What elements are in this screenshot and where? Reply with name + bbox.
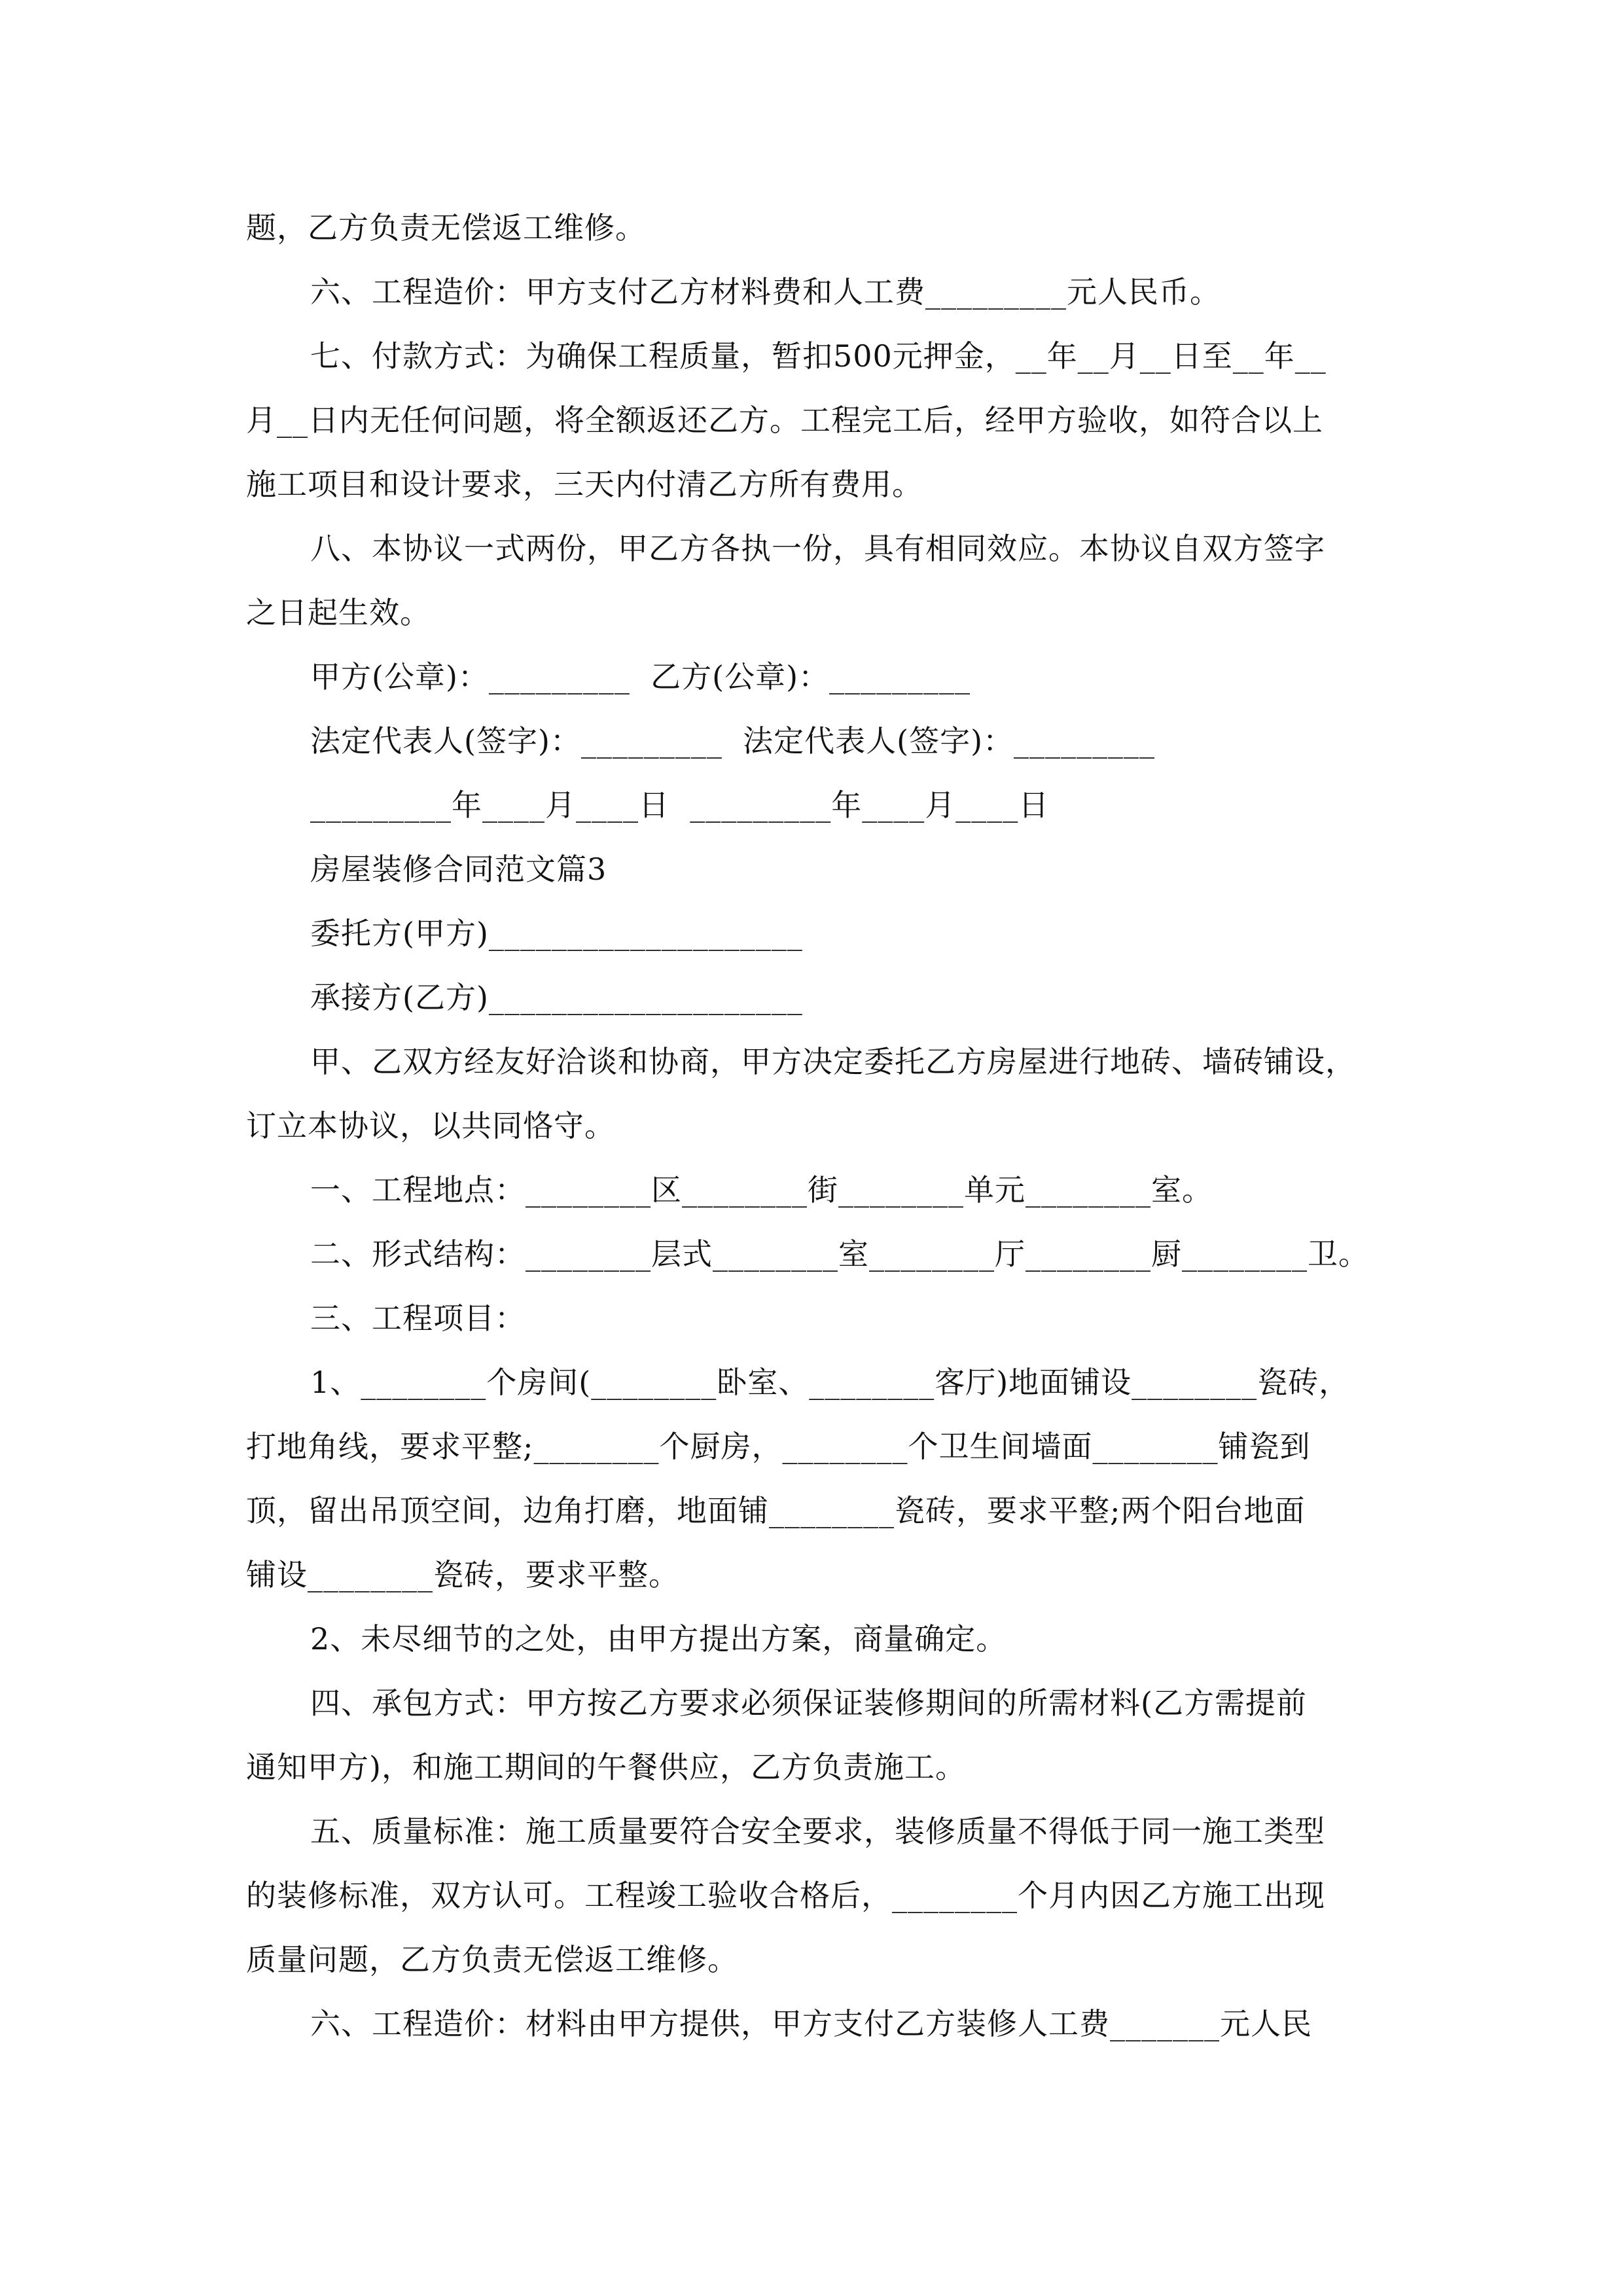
text-line: 的装修标准，双方认可。工程竣工验收合格后，________个月内因乙方施工出现 (246, 1878, 1325, 1913)
text-line: 甲、乙双方经友好洽谈和协商，甲方决定委托乙方房屋进行地砖、墙砖铺设， (310, 1044, 1356, 1079)
text-line: 二、形式结构：________层式________室________厅________厨________卫。 (310, 1236, 1369, 1272)
text-line: 质量问题，乙方负责无偿返工维修。 (246, 1942, 738, 1977)
text-line: 1、________个房间(________卧室、________客厅)地面铺设________瓷砖， (310, 1365, 1350, 1400)
text-line: 月__日内无任何问题，将全额返还乙方。工程完工后，经甲方验收，如符合以上 (246, 403, 1323, 438)
text-line: 七、付款方式：为确保工程质量，暂扣500元押金，__年__月__日至__年__ (310, 338, 1327, 374)
text-line: 四、承包方式：甲方按乙方要求必须保证装修期间的所需材料(乙方需提前 (310, 1685, 1307, 1721)
text-line: 2、未尽细节的之处，由甲方提出方案，商量确定。 (310, 1621, 1007, 1657)
text-line: 委托方(甲方)____________________ (310, 916, 803, 951)
text-line: 八、本协议一式两份，甲乙方各执一份，具有相同效应。本协议自双方签字 (310, 531, 1325, 566)
text-line: 六、工程造价：甲方支付乙方材料费和人工费_________元人民币。 (310, 274, 1221, 310)
text-line: _________年____月____日 _________年____月____日 (310, 787, 1050, 823)
text-line: 三、工程项目： (310, 1300, 526, 1336)
text-line: 通知甲方)，和施工期间的午餐供应，乙方负责施工。 (246, 1749, 966, 1785)
text-line: 顶，留出吊顶空间，边角打磨，地面铺________瓷砖，要求平整;两个阳台地面 (246, 1493, 1306, 1528)
text-line: 订立本协议，以共同恪守。 (246, 1108, 615, 1143)
text-line: 题，乙方负责无偿返工维修。 (246, 210, 646, 245)
text-line: 五、质量标准：施工质量要符合安全要求，装修质量不得低于同一施工类型 (310, 1814, 1325, 1849)
text-line: 打地角线，要求平整;________个厨房，________个卫生间墙面________铺瓷到 (246, 1429, 1311, 1464)
text-line: 施工项目和设计要求，三天内付清乙方所有费用。 (246, 467, 923, 502)
text-line: 六、工程造价：材料由甲方提供，甲方支付乙方装修人工费_______元人民 (310, 2006, 1312, 2041)
text-line: 铺设________瓷砖，要求平整。 (246, 1557, 679, 1592)
text-line: 法定代表人(签字)：_________ 法定代表人(签字)：_________ (310, 723, 1156, 759)
text-line: 之日起生效。 (246, 595, 431, 630)
section-heading: 房屋装修合同范文篇3 (310, 852, 607, 887)
text-line: 承接方(乙方)____________________ (310, 980, 803, 1015)
text-line: 一、工程地点：________区________街________单元________室。 (310, 1172, 1213, 1208)
text-line: 甲方(公章)：_________ 乙方(公章)：_________ (310, 659, 971, 694)
